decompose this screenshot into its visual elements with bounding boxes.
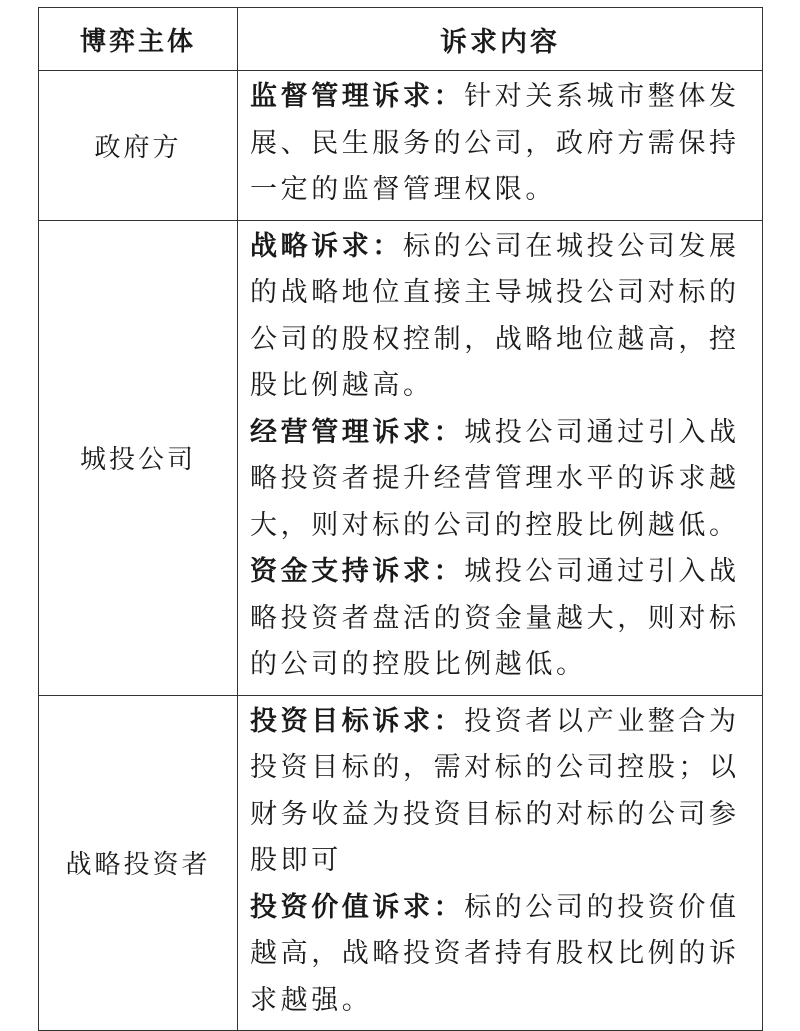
demand-title: 战略诉求： <box>250 230 403 262</box>
demand-text: 标的公司在城投公司发展的战略地位直接主导城投公司对标的公司的股权控制，战略地位越高，控股比例越高。 <box>250 230 740 401</box>
demand-text: 投资者以产业整合为投资目标的，需对标的公司控股；以财务收益为投资目标的对标的公司参股即可 <box>250 705 740 876</box>
demand-title: 监督管理诉求： <box>250 81 465 112</box>
demand-text: 标的公司的投资价值越高，战略投资者持有股权比例的诉求越强。 <box>250 891 740 1016</box>
demand-title: 资金支持诉求： <box>250 556 465 587</box>
demands-cell <box>238 695 763 1031</box>
demand-title: 经营管理诉求： <box>250 416 465 448</box>
table-row <box>39 695 763 1031</box>
demand-text: 城投公司通过引入战略投资者提升经营管理水平的诉求越大，则对标的公司的控股比例越低。 <box>250 416 740 541</box>
demands-cell <box>238 220 763 695</box>
subject-cell: 城投公司 <box>39 220 238 695</box>
subject-cell: 政府方 <box>39 71 238 221</box>
table-row <box>39 71 763 221</box>
demand-item <box>250 885 752 1025</box>
demands-cell <box>238 71 763 221</box>
demand-title: 投资目标诉求： <box>250 705 465 737</box>
demand-text: 针对关系城市整体发展、民生服务的公司，政府方需保持一定的监督管理权限。 <box>250 81 740 205</box>
demand-item <box>250 699 752 885</box>
demand-item <box>250 410 752 550</box>
header-row <box>39 8 763 71</box>
table-row <box>39 220 763 695</box>
demand-item <box>250 74 752 214</box>
subject-cell: 战略投资者 <box>39 695 238 1031</box>
demand-item <box>250 549 752 689</box>
demand-text: 城投公司通过引入战略投资者盘活的资金量越大，则对标的公司的控股比例越低。 <box>250 556 740 680</box>
demand-title: 投资价值诉求： <box>250 891 465 923</box>
demand-item <box>250 224 752 410</box>
header-subject: 博弈主体 <box>39 8 238 71</box>
demands-table <box>38 7 763 1031</box>
header-demands: 诉求内容 <box>238 8 763 71</box>
